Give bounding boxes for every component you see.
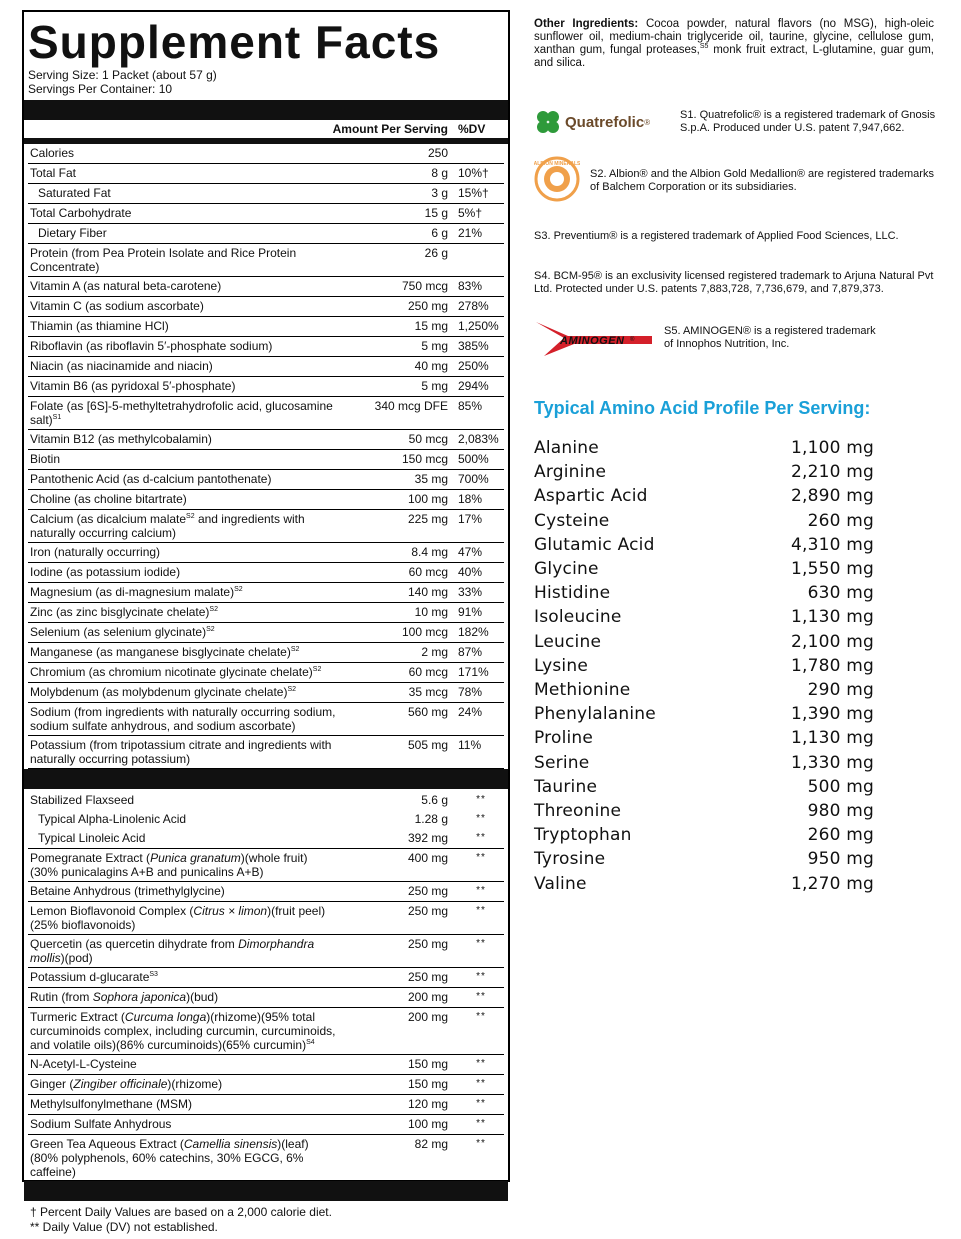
amino-amount: 2,210 mg (790, 462, 874, 483)
s2-text: S2. Albion® and the Albion Gold Medallion® are registered trademarks of Balchem Corporation or its subsidiaries. (590, 168, 934, 193)
nutrient-dv: 278% (458, 299, 489, 313)
clover-icon (534, 108, 562, 136)
nutrient-amount: 5.6 g (421, 793, 448, 807)
trademark-s4 (534, 270, 954, 296)
amino-amount: 2,100 mg (790, 631, 874, 652)
header-dv: %DV (458, 122, 486, 136)
table-row (28, 623, 504, 643)
nutrient-name: Thiamin (as thiamine HCl) (30, 319, 169, 333)
supplement-facts-panel (22, 10, 510, 1234)
nutrient-amount: 1.28 g (414, 812, 448, 826)
table-row (28, 935, 504, 968)
amino-row (534, 460, 874, 484)
table-row (28, 810, 504, 829)
nutrient-amount: 150 mg (407, 1057, 448, 1071)
amino-amount: 260 mg (807, 510, 874, 531)
table-row (28, 377, 504, 397)
nutrient-name: Iron (naturally occurring) (30, 545, 161, 559)
table-row (28, 643, 504, 663)
table-row (28, 902, 504, 935)
table-row (28, 317, 504, 337)
table-row (28, 849, 504, 882)
amino-row (534, 872, 874, 896)
divider-bar (24, 100, 508, 120)
nutrient-dv: 10%† (458, 166, 489, 180)
nutrient-dv: 21% (458, 226, 483, 240)
nutrient-dv: 182% (458, 625, 489, 639)
table-row (28, 144, 504, 164)
table-row (28, 450, 504, 470)
nutrient-dv: ** (476, 971, 486, 982)
panel-title: Supplement Facts (28, 16, 441, 68)
nutrient-name: Vitamin B12 (as methylcobalamin) (30, 432, 212, 446)
table-row (28, 1095, 504, 1115)
amino-row (534, 509, 874, 533)
quatrefolic-logo-mark: ® (644, 117, 651, 127)
nutrient-name: Saturated Fat (38, 186, 111, 200)
quatrefolic-logo-text: Quatrefolic (565, 113, 645, 131)
trademark-s3 (534, 230, 934, 243)
amino-name: Glutamic Acid (534, 534, 655, 555)
amino-name: Arginine (534, 462, 607, 483)
nutrient-amount: 140 mg (407, 585, 448, 599)
nutrient-name: Stabilized Flaxseed (30, 793, 135, 807)
nutrient-dv: ** (476, 905, 486, 916)
amino-row (534, 678, 874, 702)
nutrient-name: Methylsulfonylmethane (MSM) (30, 1097, 193, 1111)
nutrient-amount: 35 mg (414, 472, 448, 486)
table-row (28, 988, 504, 1008)
nutrient-amount: 100 mcg (401, 625, 448, 639)
amino-row (534, 654, 874, 678)
nutrient-dv: 40% (458, 565, 483, 579)
nutrient-amount: 250 mg (407, 970, 448, 984)
nutrient-name: Sodium Sulfate Anhydrous (30, 1117, 172, 1131)
amino-name: Alanine (534, 438, 599, 458)
amino-amount: 630 mg (807, 583, 874, 604)
nutrient-name: Betaine Anhydrous (trimethylglycine) (30, 884, 225, 898)
nutrient-dv: 47% (458, 545, 483, 559)
nutrient-name: N-Acetyl-L-Cysteine (30, 1057, 137, 1071)
nutrient-name: Quercetin (as quercetin dihydrate from Dimorphandra mollis)(pod) (30, 937, 315, 965)
table-row (28, 470, 504, 490)
footnote-dv-not-established: ** Daily Value (DV) not established. (30, 1220, 218, 1234)
table-row (28, 882, 504, 902)
amino-amount: 980 mg (807, 801, 874, 822)
servings-per-container: Servings Per Container: 10 (28, 82, 173, 96)
quatrefolic-logo (534, 108, 674, 136)
amino-name: Lysine (534, 655, 588, 676)
nutrient-name: Niacin (as niacinamide and niacin) (30, 359, 213, 373)
amino-name: Isoleucine (534, 607, 622, 628)
table-row (28, 337, 504, 357)
nutrient-name: Total Carbohydrate (30, 206, 132, 220)
albion-medallion-icon (534, 156, 580, 202)
nutrient-amount: 82 mg (414, 1137, 448, 1151)
nutrient-amount: 60 mcg (408, 565, 448, 579)
nutrient-name: Potassium (from tripotassium citrate and ingredients with naturally occurring potassium) (30, 738, 332, 766)
table-row (28, 357, 504, 377)
nutrient-name: Typical Alpha-Linolenic Acid (38, 812, 187, 826)
table-row (28, 791, 504, 810)
amino-row (534, 557, 874, 581)
amino-row (534, 702, 874, 726)
nutrient-amount: 100 mg (407, 1117, 448, 1131)
table-row (28, 244, 504, 277)
s4-text: S4. BCM-95® is an exclusivity licensed registered trademark to Arjuna Natural Pvt Ltd. Protected under U.S. patents 7,883,728, 7,736,679, and 7,879,373. (534, 270, 934, 295)
nutrient-dv: 700% (458, 472, 489, 486)
nutrient-dv: 171% (458, 665, 489, 679)
nutrient-name: Dietary Fiber (38, 226, 107, 240)
nutrient-dv: 18% (458, 492, 483, 506)
nutrient-amount: 50 mcg (408, 432, 448, 446)
amino-name: Leucine (534, 631, 602, 652)
nutrient-dv: 15%† (458, 186, 489, 200)
nutrient-dv: ** (476, 852, 486, 863)
nutrient-name: Vitamin A (as natural beta-carotene) (30, 279, 222, 293)
s5-text: S5. AMINOGEN® is a registered trademark of Innophos Nutrition, Inc. (664, 325, 876, 350)
nutrient-dv (458, 246, 504, 274)
nutrient-amount: 35 mcg (408, 685, 448, 699)
amino-name: Histidine (534, 583, 611, 604)
amino-amount: 1,550 mg (790, 559, 874, 580)
nutrient-dv: ** (476, 832, 486, 843)
amino-row (534, 726, 874, 750)
table-row (28, 277, 504, 297)
nutrient-amount: 200 mg (407, 1010, 448, 1024)
nutrient-dv: 11% (458, 738, 482, 752)
aminogen-logo-mark: ® (630, 337, 635, 343)
nutrient-name: Biotin (30, 452, 61, 466)
nutrient-dv: 294% (458, 379, 489, 393)
amino-amount: 290 mg (807, 680, 874, 701)
nutrient-dv: 2,083% (458, 432, 499, 446)
amino-name: Valine (534, 873, 587, 894)
nutrient-dv: ** (476, 1011, 486, 1022)
amino-row (534, 799, 874, 823)
nutrient-amount: 26 g (424, 246, 448, 260)
table-row (28, 1075, 504, 1095)
amino-amount: 1,390 mg (790, 704, 874, 725)
table-row (28, 224, 504, 244)
nutrient-amount: 250 mg (407, 884, 448, 898)
nutrient-amount: 340 mcg DFE (374, 399, 448, 413)
nutrient-name: Iodine (as potassium iodide) (30, 565, 181, 579)
amino-row (534, 823, 874, 847)
amino-amount: 1,270 mg (790, 873, 874, 894)
nutrient-dv: 87% (458, 645, 483, 659)
amino-amount: 2,890 mg (790, 486, 874, 507)
table-row (28, 583, 504, 603)
nutrient-amount: 120 mg (407, 1097, 448, 1111)
amino-amount: 1,100 mg (790, 438, 874, 458)
nutrient-amount: 3 g (431, 186, 448, 200)
footnotes (28, 1201, 504, 1239)
nutrient-name: Protein (from Pea Protein Isolate and Rice Protein Concentrate) (30, 246, 297, 274)
table-row (28, 184, 504, 204)
nutrient-name: Selenium (as selenium glycinate)$^{S2}$ (30, 625, 215, 639)
amino-amount: 260 mg (807, 825, 874, 846)
nutrient-dv: ** (476, 1078, 486, 1089)
table-row (28, 397, 504, 430)
nutrient-amount: 6 g (431, 226, 448, 240)
nutrient-dv: ** (476, 813, 486, 824)
table-row (28, 736, 504, 769)
table-row (28, 164, 504, 184)
amino-row (534, 605, 874, 629)
table-row (28, 703, 504, 736)
nutrient-amount: 40 mg (414, 359, 448, 373)
amino-amount: 4,310 mg (790, 534, 874, 555)
nutrient-amount: 10 mg (414, 605, 448, 619)
nutrient-dv (458, 146, 504, 161)
table-row (28, 563, 504, 583)
nutrient-dv: ** (476, 938, 486, 949)
nutrient-amount: 200 mg (407, 990, 448, 1004)
nutrient-name: Rutin (from Sophora japonica)(bud) (30, 990, 219, 1004)
nutrient-dv: ** (476, 794, 486, 805)
nutrient-amount: 2 mg (421, 645, 448, 659)
nutrient-amount: 750 mcg (401, 279, 448, 293)
table-row (28, 603, 504, 623)
amino-row (534, 775, 874, 799)
amino-row (534, 847, 874, 871)
amino-name: Serine (534, 752, 590, 773)
albion-logo (534, 156, 584, 206)
nutrient-name: Magnesium (as di-magnesium malate)$^{S2}$ (30, 585, 243, 599)
amino-row (534, 533, 874, 557)
nutrient-name: Chromium (as chromium nicotinate glycinate chelate)$^{S2}$ (30, 665, 322, 679)
other-ingredients-label: Other Ingredients: (534, 18, 639, 30)
table-row (28, 1135, 504, 1181)
nutrient-name: Potassium d-glucarate$^{S3}$ (30, 970, 158, 984)
table-row (28, 430, 504, 450)
nutrient-amount: 60 mcg (408, 665, 448, 679)
nutrient-name: Folate (as [6S]-5-methyltetrahydrofolic acid, glucosamine salt)$^{S1}$ (30, 399, 333, 427)
amino-row (534, 484, 874, 508)
amino-row (534, 751, 874, 775)
ingredient-list (28, 789, 504, 1181)
footnote-percent-dv: † Percent Daily Values are based on a 2,000 calorie diet. (30, 1205, 332, 1219)
amino-name: Proline (534, 728, 594, 749)
amino-name: Aspartic Acid (534, 486, 648, 507)
nutrient-dv: 91% (458, 605, 483, 619)
nutrient-name: Total Fat (30, 166, 77, 180)
amino-name: Phenylalanine (534, 704, 656, 725)
table-row (28, 1055, 504, 1075)
table-row (28, 683, 504, 703)
nutrient-amount: 15 mg (414, 319, 448, 333)
nutrient-name: Vitamin C (as sodium ascorbate) (30, 299, 204, 313)
table-row (28, 1115, 504, 1135)
nutrient-dv: 1,250% (458, 319, 499, 333)
nutrient-dv: 5%† (458, 206, 483, 220)
nutrient-name: Zinc (as zinc bisglycinate chelate)$^{S2}$ (30, 605, 218, 619)
nutrient-dv: 33% (458, 585, 483, 599)
nutrient-amount: 15 g (424, 206, 448, 220)
nutrient-amount: 8.4 mg (411, 545, 448, 559)
nutrient-dv: ** (476, 1058, 486, 1069)
amino-amount: 1,330 mg (790, 752, 874, 773)
table-row (28, 1008, 504, 1055)
other-ingredients-text: Cocoa powder, natural flavors (no MSG), high-oleic sunflower oil, medium-chain triglyceride oil, taurine, glycine, cellulose gum, xanthan gum, fungal proteases,$^{S5}$ monk fruit extract, L-glutamine, guar gum, and silica. (534, 18, 934, 69)
s3-text: S3. Preventium® is a registered trademark of Applied Food Sciences, LLC. (534, 230, 899, 242)
amino-amount: 1,130 mg (790, 607, 874, 628)
nutrient-name: Calcium (as dicalcium malate$^{S2}$ and ingredients with naturally occurring calcium) (30, 512, 305, 540)
nutrient-dv: ** (476, 991, 486, 1002)
serving-size: Serving Size: 1 Packet (about 57 g) (28, 68, 217, 82)
nutrient-dv: 250% (458, 359, 489, 373)
nutrient-name: Green Tea Aqueous Extract (Camellia sinensis)(leaf) (80% polyphenols, 60% catechins, 30% EGCG, 6% caffeine) (30, 1137, 309, 1179)
nutrient-name: Vitamin B6 (as pyridoxal 5′-phosphate) (30, 379, 236, 393)
table-row (28, 297, 504, 317)
table-row (28, 510, 504, 543)
nutrient-dv: ** (476, 1098, 486, 1109)
nutrient-amount: 150 mg (407, 1077, 448, 1091)
nutrient-amount: 100 mg (407, 492, 448, 506)
trademark-s2 (534, 156, 938, 206)
table-row (28, 829, 504, 849)
table-row (28, 543, 504, 563)
nutrient-name: Turmeric Extract (Curcuma longa)(rhizome)(95% total curcuminoids complex, including curcumin, curcuminoids, and volatile oils)(86% curcuminoids)(65% curcumin)$^{S4}$ (30, 1010, 336, 1052)
nutrient-dv: 385% (458, 339, 489, 353)
nutrient-name: Typical Linoleic Acid (38, 831, 146, 845)
nutrient-name: Pomegranate Extract (Punica granatum)(whole fruit) (30% punicalagins A+B and punicalins A+B) (30, 851, 308, 879)
nutrient-name: Calories (30, 146, 75, 160)
nutrient-name: Lemon Bioflavonoid Complex (Citrus × limon)(fruit peel) (25% bioflavonoids) (30, 904, 326, 932)
amino-name: Methionine (534, 680, 631, 701)
amino-amount: 1,130 mg (790, 728, 874, 749)
nutrient-name: Ginger (Zingiber officinale)(rhizome) (30, 1077, 223, 1091)
divider-bar (24, 769, 508, 789)
trademark-s5 (534, 318, 884, 358)
amino-profile-list (534, 436, 874, 896)
nutrient-amount: 225 mg (407, 512, 448, 526)
nutrient-amount: 250 mg (407, 299, 448, 313)
nutrient-dv: 83% (458, 279, 483, 293)
albion-logo-text: ALBION MINERALS (534, 161, 580, 167)
nutrient-name: Pantothenic Acid (as d-calcium pantothenate) (30, 472, 272, 486)
other-ingredients (534, 18, 934, 70)
amino-amount: 500 mg (807, 776, 874, 797)
nutrient-amount: 250 (427, 146, 448, 160)
table-row (28, 663, 504, 683)
aminogen-logo-text: AMINOGEN (560, 335, 625, 347)
amino-name: Tryptophan (534, 825, 632, 846)
amino-amount: 1,780 mg (790, 655, 874, 676)
nutrient-dv: 85% (458, 399, 483, 413)
nutrient-dv: 24% (458, 705, 483, 719)
nutrient-amount: 400 mg (407, 851, 448, 865)
amino-row (534, 630, 874, 654)
amino-name: Threonine (534, 801, 622, 822)
amino-row (534, 436, 874, 460)
amino-row (534, 581, 874, 605)
nutrient-dv: ** (476, 885, 486, 896)
table-row (28, 490, 504, 510)
amino-profile-title: Typical Amino Acid Profile Per Serving: (534, 398, 871, 418)
nutrient-dv: ** (476, 1138, 486, 1149)
nutrient-amount: 250 mg (407, 904, 448, 918)
nutrient-name: Manganese (as manganese bisglycinate chelate)$^{S2}$ (30, 645, 300, 659)
nutrient-amount: 505 mg (407, 738, 448, 752)
table-row (28, 204, 504, 224)
amino-amount: 950 mg (807, 849, 874, 870)
nutrient-amount: 150 mcg (401, 452, 448, 466)
nutrient-name: Choline (as choline bitartrate) (30, 492, 187, 506)
nutrient-dv: 500% (458, 452, 489, 466)
divider-bar (24, 1181, 508, 1201)
nutrient-amount: 392 mg (407, 831, 448, 845)
nutrient-amount: 250 mg (407, 937, 448, 951)
nutrient-amount: 5 mg (421, 379, 448, 393)
nutrient-amount: 5 mg (421, 339, 448, 353)
nutrient-dv: ** (476, 1118, 486, 1129)
nutrient-list (28, 144, 504, 769)
header-amount: Amount Per Serving (332, 122, 448, 136)
amino-name: Cysteine (534, 510, 610, 531)
s1-text: S1. Quatrefolic® is a registered trademark of Gnosis S.p.A. Produced under U.S. patent 7,947,662. (680, 109, 936, 134)
nutrient-amount: 560 mg (407, 705, 448, 719)
amino-name: Glycine (534, 559, 599, 580)
nutrient-name: Sodium (from ingredients with naturally occurring sodium, sodium sulfate anhydrous, and sodium ascorbate) (30, 705, 336, 733)
nutrient-name: Molybdenum (as molybdenum glycinate chelate)$^{S2}$ (30, 685, 297, 699)
nutrient-name: Riboflavin (as riboflavin 5′-phosphate sodium) (30, 339, 273, 353)
trademark-s1 (534, 108, 936, 136)
nutrient-dv: 78% (458, 685, 483, 699)
column-header (28, 120, 504, 138)
nutrient-amount: 8 g (431, 166, 448, 180)
amino-name: Taurine (534, 776, 598, 797)
aminogen-logo (534, 318, 658, 358)
table-row (28, 968, 504, 988)
nutrient-dv: 17% (458, 512, 483, 526)
amino-name: Tyrosine (534, 849, 606, 870)
